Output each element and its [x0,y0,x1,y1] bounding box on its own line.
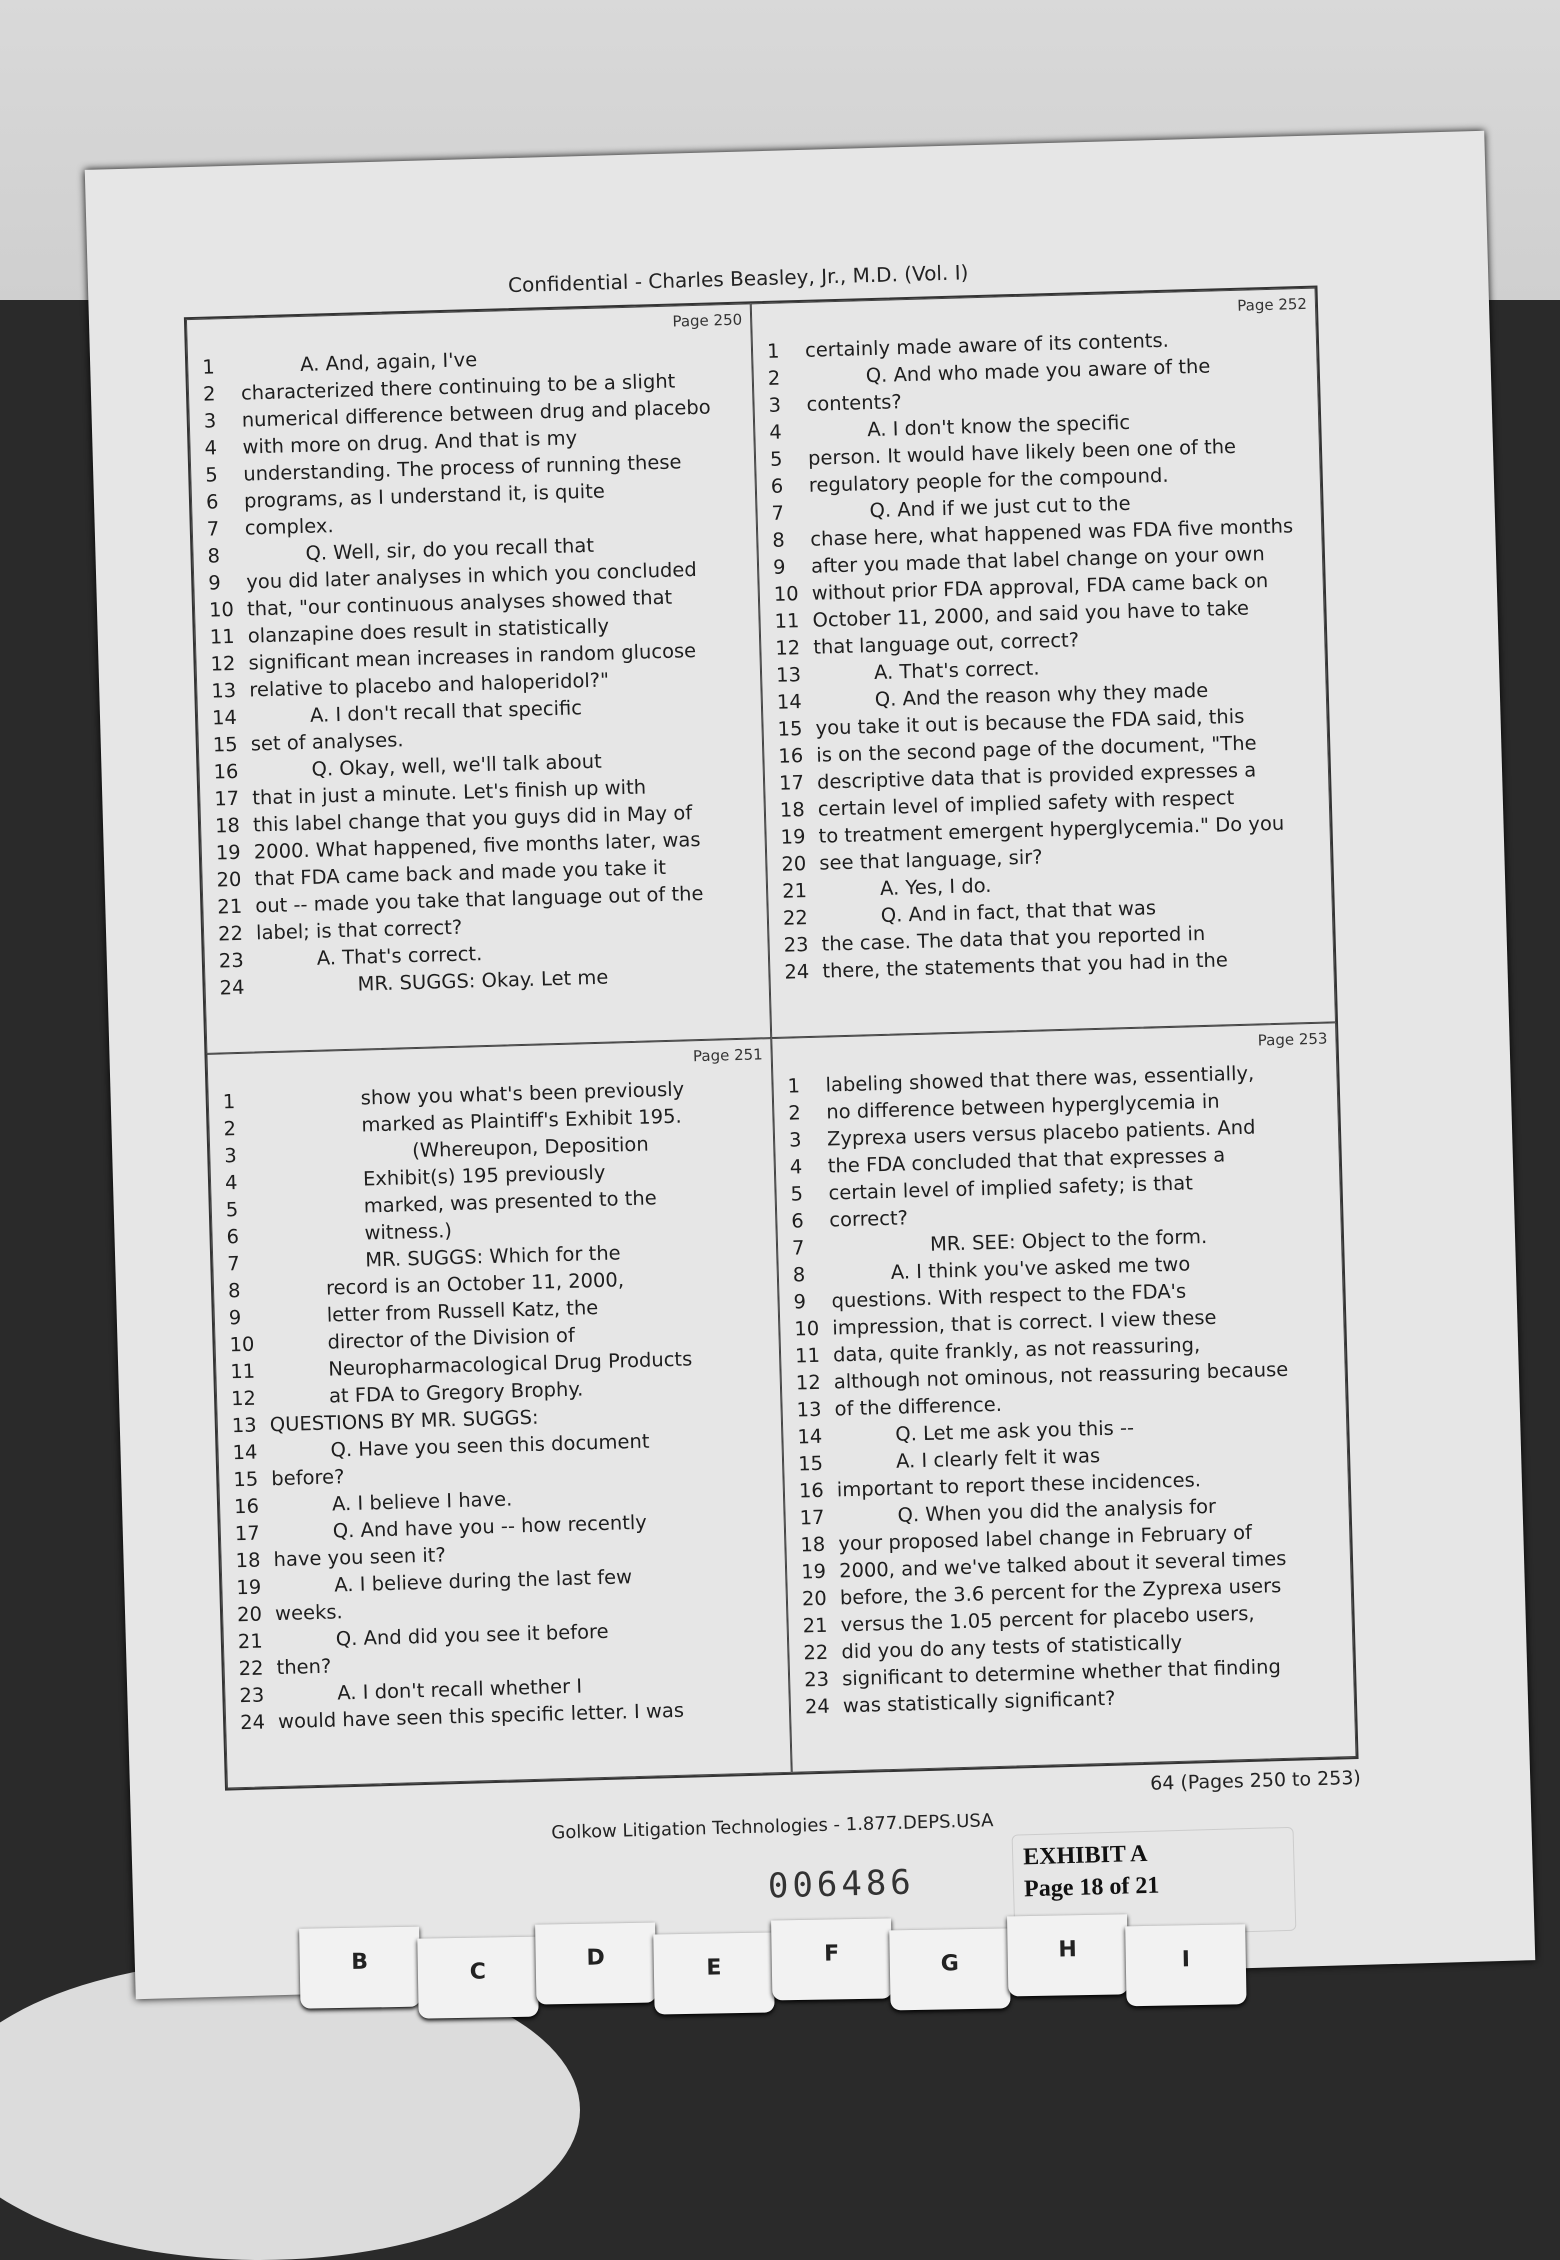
line-text: Q. And who made you aware of the [865,354,1211,388]
company-footer: Golkow Litigation Technologies - 1.877.DEPS.USA [551,1810,994,1844]
line-number: 2 [202,382,216,406]
line-text: was statistically significant? [842,1686,1116,1718]
line-text: label; is that correct? [255,915,463,945]
line-text: chase here, what happened was FDA five months [810,514,1294,551]
line-number: 3 [203,409,217,433]
line-text: (Whereupon, Deposition [411,1132,649,1163]
line-number: 22 [782,906,809,930]
line-number: 14 [776,690,802,714]
line-text: olanzapine does result in statistically [247,614,610,648]
line-number: 14 [211,705,238,730]
line-number: 6 [791,1209,805,1233]
line-text: Exhibit(s) 195 previously [362,1160,606,1191]
line-number: 18 [800,1532,826,1557]
line-text: that FDA came back and made you take it [254,855,667,891]
line-number: 20 [781,852,807,876]
line-text: A. I think you've asked me two [890,1252,1191,1284]
line-text: that in just a minute. Let's finish up with [252,775,647,810]
transcript-grid [184,286,1359,1791]
line-number: 5 [225,1198,239,1222]
line-number: 7 [791,1236,805,1260]
line-number: 12 [210,651,236,676]
line-text: you take it out is because the FDA said, this [815,704,1245,740]
line-number: 16 [213,759,239,784]
line-number: 20 [216,867,242,892]
line-text: Zyprexa users versus placebo patients. And [826,1115,1256,1151]
line-text: QUESTIONS BY MR. SUGGS: [269,1405,539,1437]
line-number: 1 [201,355,216,379]
line-text: the case. The data that you reported in [821,921,1206,956]
exhibit-label: EXHIBIT A [1022,1840,1148,1871]
line-text: that, "our continuous analyses showed that [246,585,673,621]
page-number: Page 253 [1257,1029,1328,1050]
line-text: Q. And did you see it before [335,1619,609,1651]
line-text: at FDA to Gregory Brophy. [328,1377,584,1408]
line-text: Q. And have you -- how recently [332,1510,648,1543]
line-text: MR. SUGGS: Which for the [364,1241,621,1272]
line-text: significant to determine whether that finding [841,1655,1282,1691]
index-tab-e[interactable]: E [653,1932,774,2014]
line-number: 7 [227,1252,241,1276]
line-number: 13 [775,663,802,687]
line-number: 20 [801,1586,828,1611]
page-number: Page 250 [672,310,743,331]
index-tab-b[interactable]: B [299,1927,420,2009]
line-text: relative to placebo and haloperidol?" [248,668,610,702]
line-text: MR. SUGGS: Okay. Let me [357,965,609,996]
line-text: complex. [244,514,334,540]
line-number: 8 [207,544,221,568]
line-text: the FDA concluded that that expresses a [827,1143,1226,1178]
line-number: 21 [237,1629,264,1654]
line-number: 13 [211,678,237,703]
line-number: 6 [205,490,219,514]
exhibit-page: Page 18 of 21 [1023,1872,1160,1903]
index-tab-h[interactable]: H [1007,1914,1128,1996]
line-text: marked, was presented to the [363,1186,658,1218]
line-text: data, quite frankly, as not reassuring, [832,1333,1201,1367]
line-text: contents? [806,390,903,416]
line-number: 5 [769,447,783,471]
line-text: 2000. What happened, five months later, was [253,827,701,864]
line-text: A. I believe I have. [331,1487,513,1516]
line-number: 12 [795,1370,822,1395]
line-number: 4 [768,420,783,444]
line-text: Q. Well, sir, do you recall that [305,533,595,565]
line-number: 21 [802,1613,828,1638]
line-text: certain level of implied safety; is that [828,1171,1194,1205]
line-number: 18 [779,798,806,822]
line-number: 11 [774,609,800,633]
line-text: A. I believe during the last few [334,1565,633,1597]
line-text: A. I don't know the specific [866,410,1131,442]
line-text: although not ominous, not reassuring because [833,1357,1289,1394]
bates-number: 006486 [767,1862,916,1907]
line-number: 19 [215,840,241,865]
line-number: 23 [783,933,809,957]
line-text: impression, that is correct. I view these [832,1305,1217,1340]
line-text: then? [276,1654,332,1680]
line-text: A. And, again, I've [299,348,478,376]
line-text: see that language, sir? [819,845,1043,875]
transcript-quadrant [771,1022,1356,1772]
line-number: 23 [239,1683,265,1708]
line-text: would have seen this specific letter. I was [277,1698,685,1734]
line-number: 10 [208,597,235,622]
line-text: correct? [829,1206,909,1232]
line-text: weeks. [274,1600,343,1626]
line-text: A. That's correct. [873,656,1040,685]
line-text: your proposed label change in February of [838,1520,1253,1556]
line-text: that language out, correct? [813,628,1080,659]
line-number: 8 [227,1278,241,1303]
line-number: 21 [217,894,243,919]
line-text: 2000, and we've talked about it several times [838,1546,1287,1583]
line-number: 3 [788,1128,802,1152]
line-number: 5 [204,463,219,487]
line-number: 14 [797,1424,823,1449]
index-tab-g[interactable]: G [889,1928,1010,2010]
line-text: Q. And the reason why they made [874,678,1209,712]
line-number: 9 [793,1290,807,1314]
line-text: MR. SEE: Object to the form. [929,1224,1208,1256]
line-number: 19 [780,825,806,849]
line-number: 21 [781,879,808,903]
line-text: certain level of implied safety with respect [817,786,1235,821]
line-number: 1 [787,1074,801,1098]
line-text: show you what's been previously [360,1077,685,1110]
line-text: set of analyses. [250,728,404,756]
transcript-quadrant [206,1038,791,1788]
line-text: questions. With respect to the FDA's [831,1279,1187,1313]
line-text: to treatment emergent hyperglycemia." Do you [818,811,1285,848]
page-number: Page 251 [692,1045,763,1066]
page-range: 64 (Pages 250 to 253) [1149,1766,1362,1795]
line-text: Q. Have you seen this document [330,1429,650,1462]
line-number: 15 [777,717,803,741]
line-number: 17 [799,1505,825,1530]
line-text: have you seen it? [273,1543,447,1572]
line-text: descriptive data that is provided expresses a [816,758,1257,794]
line-number: 17 [214,786,240,811]
line-text: this label change that you guys did in May of [252,801,693,837]
line-text: with more on drug. And that is my [242,426,578,459]
line-text: Q. Okay, well, we'll talk about [311,749,602,781]
line-number: 10 [794,1316,820,1341]
line-number: 11 [794,1343,821,1368]
line-text: labeling showed that there was, essentially, [825,1061,1255,1097]
transcript-page [85,131,1536,1999]
line-number: 10 [773,582,799,606]
line-number: 22 [238,1656,264,1681]
line-number: 15 [797,1451,824,1476]
line-text: programs, as I understand it, is quite [243,479,606,513]
line-text: Q. When you did the analysis for [897,1494,1217,1527]
line-text: October 11, 2000, and said you have to take [812,596,1250,632]
line-text: record is an October 11, 2000, [325,1268,625,1300]
line-number: 24 [239,1710,266,1735]
line-number: 1 [766,339,780,363]
line-number: 16 [778,744,804,768]
line-number: 17 [234,1521,261,1546]
line-text: without prior FDA approval, FDA came back on [811,569,1269,605]
line-number: 4 [224,1171,238,1195]
line-number: 4 [204,436,218,460]
index-tab-f[interactable]: F [771,1918,892,2000]
line-number: 19 [800,1559,827,1584]
line-text: is on the second page of the document, "The [816,731,1257,767]
line-number: 23 [803,1667,830,1692]
line-text: Q. And if we just cut to the [869,491,1131,523]
line-number: 13 [796,1397,822,1422]
line-number: 20 [236,1602,263,1627]
line-text: marked as Plaintiff's Exhibit 195. [361,1104,682,1137]
line-number: 3 [768,393,782,417]
line-number: 16 [798,1478,825,1503]
line-number: 9 [772,555,786,579]
line-number: 15 [233,1467,259,1492]
line-text: out -- made you take that language out of the [255,881,704,918]
line-text: letter from Russell Katz, the [326,1296,599,1327]
line-number: 7 [206,517,220,541]
line-text: you did later analyses in which you concluded [245,557,698,594]
index-tab-i[interactable]: I [1125,1924,1246,2006]
line-text: there, the statements that you had in the [822,948,1229,983]
line-number: 2 [767,366,781,390]
line-number: 17 [778,771,805,795]
line-number: 11 [209,624,235,649]
line-text: characterized there continuing to be a slight [240,369,676,405]
line-text: Q. Let me ask you this -- [895,1416,1135,1446]
line-number: 18 [235,1548,261,1573]
line-text: numerical difference between drug and placebo [241,395,711,432]
page-number: Page 252 [1236,294,1308,315]
line-number: 14 [232,1440,258,1465]
line-text: A. I don't recall that specific [309,696,583,727]
line-text: A. Yes, I do. [879,873,992,900]
line-number: 12 [775,636,801,660]
line-text: important to report these incidences. [836,1468,1202,1502]
line-number: 11 [230,1359,256,1384]
line-number: 24 [219,975,245,1000]
line-text: A. That's correct. [316,942,483,970]
transcript-quadrant [751,288,1336,1038]
line-text: A. I clearly felt it was [895,1444,1101,1473]
line-number: 3 [223,1144,238,1168]
line-text: understanding. The process of running these [242,450,682,486]
line-text: before, the 3.6 percent for the Zyprexa users [839,1574,1282,1610]
index-tabs [299,1911,1301,2038]
line-text: versus the 1.05 percent for placebo users, [840,1601,1255,1637]
line-number: 8 [772,528,786,552]
line-number: 16 [233,1494,260,1519]
index-tab-d[interactable]: D [535,1923,656,2005]
line-number: 9 [207,571,222,595]
index-tab-c[interactable]: C [417,1937,538,2019]
line-number: 13 [231,1413,257,1438]
line-number: 23 [218,948,245,973]
line-number: 12 [230,1386,257,1411]
line-text: significant mean increases in random glucose [248,639,697,675]
line-number: 6 [226,1225,240,1249]
line-number: 5 [790,1182,804,1206]
line-text: no difference between hyperglycemia in [825,1089,1220,1124]
line-text: regulatory people for the compound. [808,463,1169,497]
line-number: 10 [229,1332,255,1357]
transcript-quadrant [186,303,771,1053]
line-number: 22 [217,921,244,946]
line-number: 15 [212,732,238,757]
line-number: 22 [803,1640,829,1665]
line-text: Q. And in fact, that that was [880,896,1157,927]
line-number: 4 [789,1155,803,1179]
line-text: before? [271,1465,345,1491]
line-text: certainly made aware of its contents. [804,328,1170,362]
line-number: 9 [228,1305,242,1330]
line-text: person. It would have likely been one of the [807,434,1237,470]
line-text: A. I don't recall whether I [337,1674,583,1705]
page-header: Confidential - Charles Beasley, Jr., M.D. (Vol. I) [507,260,969,298]
line-text: witness.) [364,1219,453,1245]
line-number: 18 [214,813,241,838]
line-number: 7 [771,501,785,525]
line-text: did you do any tests of statistically [841,1630,1183,1664]
line-number: 8 [792,1263,806,1287]
line-text: of the difference. [834,1392,1003,1421]
line-text: Neuropharmacological Drug Products [327,1347,693,1381]
line-number: 6 [770,474,784,498]
line-number: 2 [788,1101,802,1125]
line-number: 24 [784,959,810,984]
line-text: after you made that label change on your own [810,542,1265,578]
line-text: director of the Division of [327,1323,576,1354]
line-number: 1 [222,1090,236,1114]
line-number: 24 [804,1694,831,1719]
line-number: 19 [236,1575,262,1600]
line-number: 2 [223,1117,237,1141]
